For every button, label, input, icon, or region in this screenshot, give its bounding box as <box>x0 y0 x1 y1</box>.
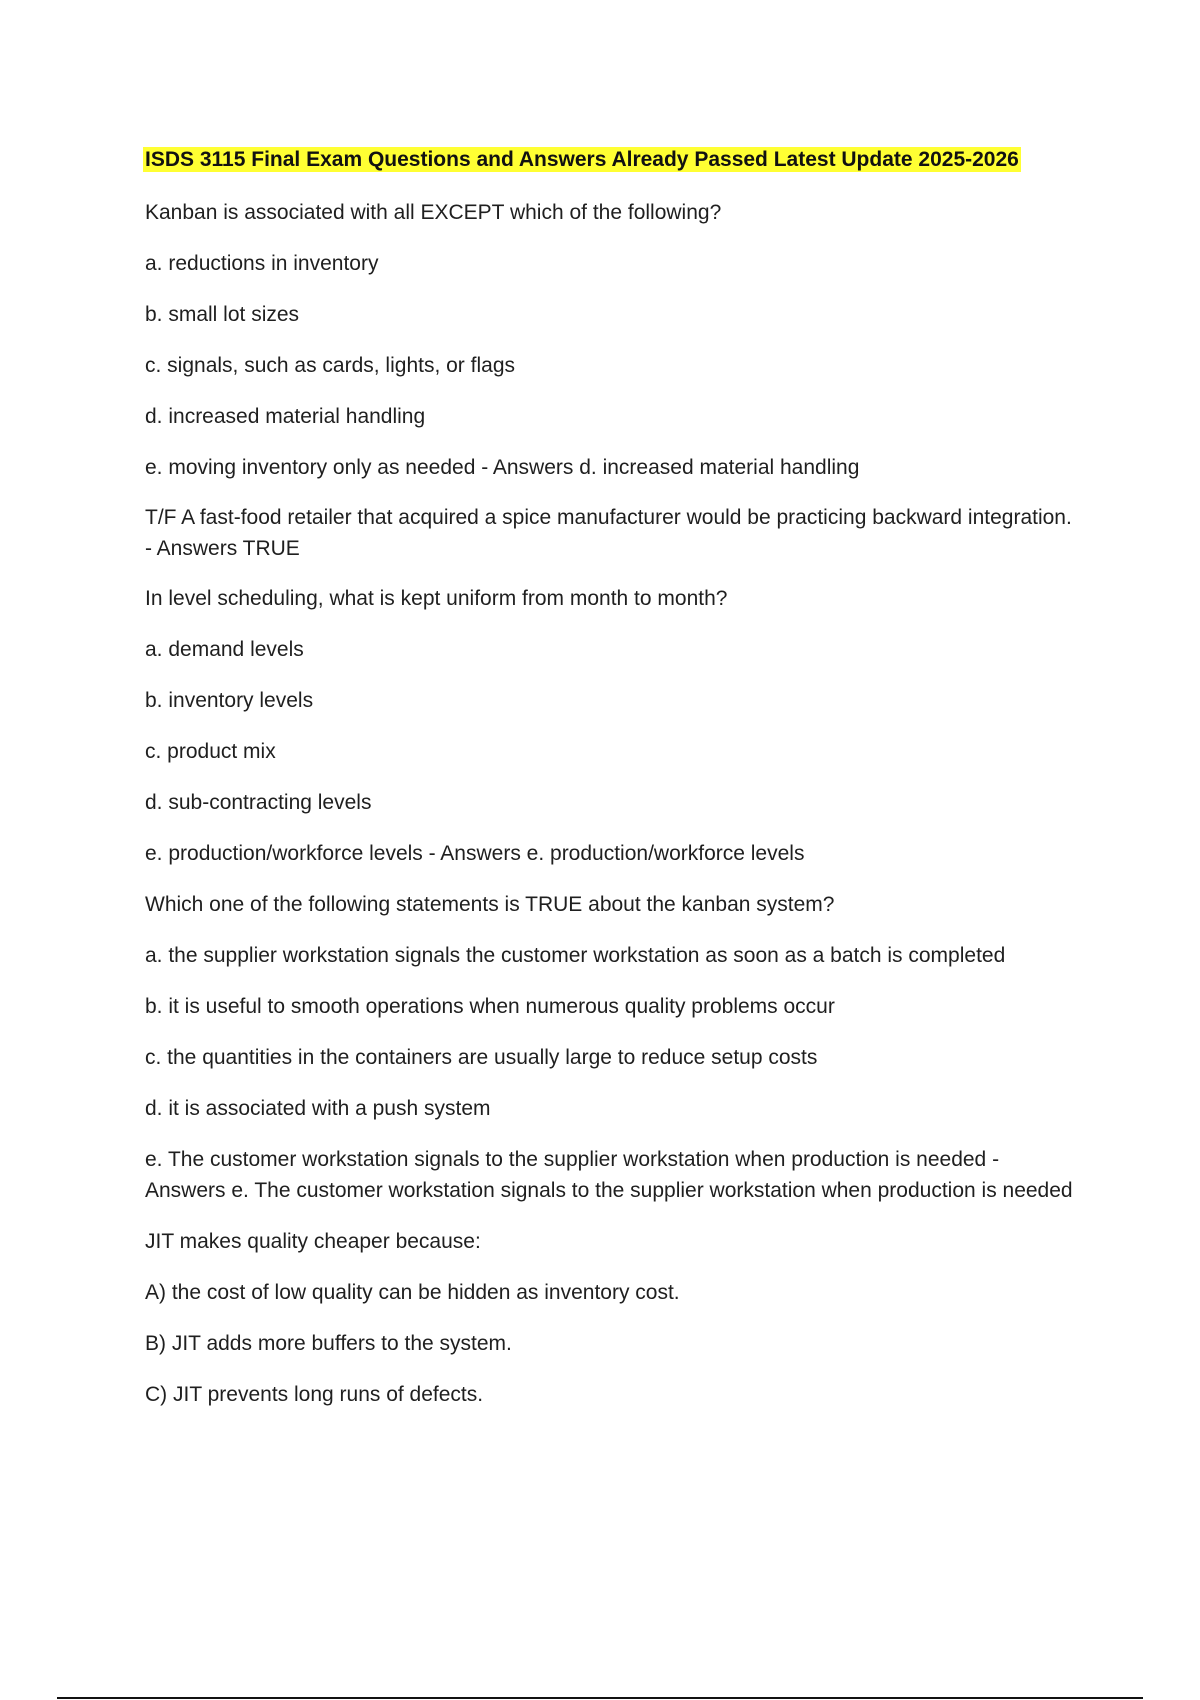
question-1: Kanban is associated with all EXCEPT which of the following? <box>145 201 722 224</box>
q4-option-b: b. it is useful to smooth operations when numerous quality problems occur <box>145 995 835 1018</box>
q5-option-b: B) JIT adds more buffers to the system. <box>145 1332 512 1355</box>
q1-option-b: b. small lot sizes <box>145 303 300 326</box>
q1-option-d: d. increased material handling <box>145 405 426 428</box>
q3-option-e-answer: e. production/workforce levels - Answers e. production/workforce levels <box>145 842 805 865</box>
q1-option-c: c. signals, such as cards, lights, or flags <box>145 354 515 377</box>
document-title <box>143 146 1021 174</box>
q4-option-c: c. the quantities in the containers are usually large to reduce setup costs <box>145 1046 818 1069</box>
document-body <box>145 197 1078 1410</box>
question-3: In level scheduling, what is kept uniform from month to month? <box>145 587 728 610</box>
q4-option-d: d. it is associated with a push system <box>145 1097 491 1120</box>
question-4: Which one of the following statements is TRUE about the kanban system? <box>145 893 835 916</box>
q3-option-d: d. sub-contracting levels <box>145 791 372 814</box>
q1-option-e-answer: e. moving inventory only as needed - Answers d. increased material handling <box>145 456 860 479</box>
q5-option-a: A) the cost of low quality can be hidden as inventory cost. <box>145 1281 680 1304</box>
title-highlight: ISDS 3115 Final Exam Questions and Answers Already Passed Latest Update 2025-2026 <box>145 148 1019 171</box>
q3-option-c: c. product mix <box>145 740 276 763</box>
q4-option-e-answer: e. The customer workstation signals to the supplier workstation when production is needed - Answers e. The customer workstation signals to the supplier workstation when production is needed <box>145 1148 1073 1202</box>
q3-option-b: b. inventory levels <box>145 689 314 712</box>
q3-option-a: a. demand levels <box>145 638 304 661</box>
q1-option-a: a. reductions in inventory <box>145 252 379 275</box>
q5-option-c: C) JIT prevents long runs of defects. <box>145 1383 484 1406</box>
q4-option-a: a. the supplier workstation signals the customer workstation as soon as a batch is completed <box>145 944 1006 967</box>
question-5: JIT makes quality cheaper because: <box>145 1230 481 1253</box>
bottom-divider <box>57 1697 1143 1699</box>
question-2-answer: T/F A fast-food retailer that acquired a spice manufacturer would be practicing backward integration. - Answers TRUE <box>145 506 1078 560</box>
